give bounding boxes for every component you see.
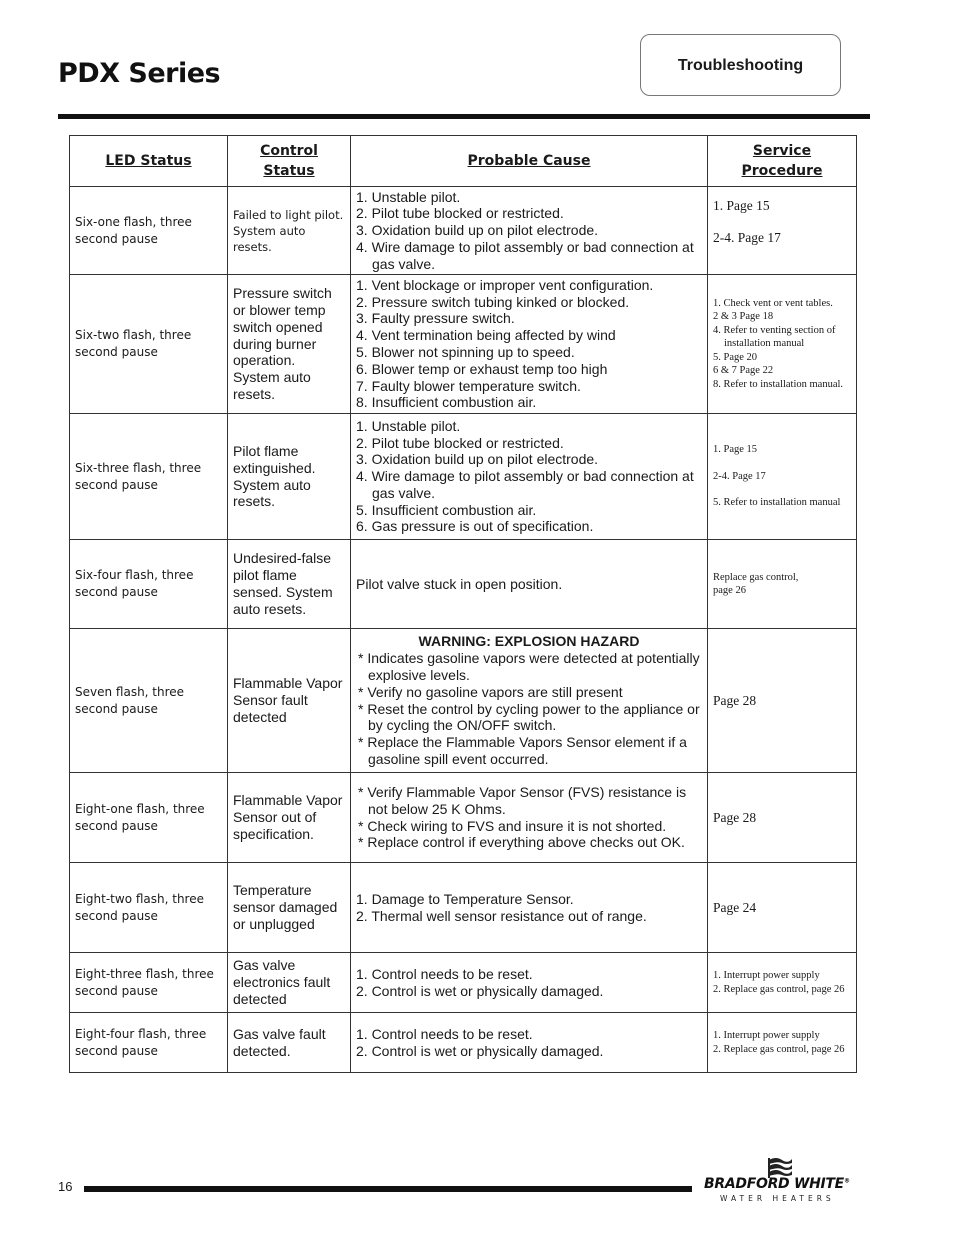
service-item: 1. Interrupt power supply <box>713 1030 820 1041</box>
service-item: Page 28 <box>713 692 757 708</box>
cause-item: * Replace control if everything above checks out OK. <box>358 834 685 851</box>
cause-item: * Indicates gasoline vapors were detected at potentially explosive levels. <box>358 650 700 683</box>
table-row <box>70 953 857 1013</box>
cause-item: 6. Blower temp or exhaust temp too high <box>356 360 608 377</box>
service-procedure-cell <box>708 1013 857 1073</box>
cause-item: 5. Insufficient combustion air. <box>356 501 537 518</box>
led-status-cell: Six-three flash, three second pause <box>70 414 228 540</box>
table-row <box>70 187 857 275</box>
service-procedure-cell <box>708 773 857 863</box>
cause-item: 1. Control needs to be reset. <box>356 965 533 982</box>
probable-cause-cell <box>351 863 708 953</box>
cause-item: 3. Faulty pressure switch. <box>356 310 515 327</box>
probable-cause-cell <box>351 187 708 275</box>
table-header-row <box>70 136 857 187</box>
spacer <box>713 457 851 470</box>
service-item: 6 & 7 Page 22 <box>713 365 774 377</box>
cause-item: * Verify no gasoline vapors are still present <box>358 683 623 700</box>
service-item: 2. Replace gas control, page 26 <box>713 1043 845 1055</box>
control-status-cell: Pressure switch or blower temp switch opened during burner operation. System auto resets. <box>228 275 351 414</box>
service-item: 2 & 3 Page 18 <box>713 311 774 323</box>
service-item: 1. Page 15 <box>713 444 758 456</box>
cause-item: * Verify Flammable Vapor Sensor (FVS) resistance is not below 25 K Ohms. <box>358 783 687 817</box>
service-procedure-cell <box>708 953 857 1013</box>
led-status-cell: Seven flash, three second pause <box>70 629 228 773</box>
probable-cause-cell <box>351 414 708 540</box>
cause-item: 2. Thermal well sensor resistance out of range. <box>356 907 647 924</box>
registered-mark: ® <box>843 1177 850 1185</box>
cause-item: 1. Damage to Temperature Sensor. <box>356 890 574 907</box>
service-item: 2. Replace gas control, page 26 <box>713 983 845 995</box>
led-status-cell: Eight-three flash, three second pause <box>70 953 228 1013</box>
cause-item: 7. Faulty blower temperature switch. <box>356 377 581 394</box>
service-procedure-cell <box>708 187 857 275</box>
cause-item: 2. Control is wet or physically damaged. <box>356 982 604 999</box>
led-status-cell: Eight-two flash, three second pause <box>70 863 228 953</box>
cause-item: 3. Oxidation build up on pilot electrode. <box>356 451 599 468</box>
service-procedure-cell <box>708 540 857 629</box>
led-status-cell: Six-one flash, three second pause <box>70 187 228 275</box>
control-status-cell: Temperature sensor damaged or unplugged <box>228 863 351 953</box>
control-status-cell: Gas valve fault detected. <box>228 1013 351 1073</box>
probable-cause-cell <box>351 275 708 414</box>
cause-item: 4. Wire damage to pilot assembly or bad connection at gas valve. <box>356 468 694 501</box>
service-item: Page 28 <box>713 809 757 825</box>
cause-item: 2. Pilot tube blocked or restricted. <box>356 205 564 222</box>
cause-item: 1. Control needs to be reset. <box>356 1025 533 1042</box>
control-status-cell: Flammable Vapor Sensor fault detected <box>228 629 351 773</box>
page-number: 16 <box>58 1179 73 1194</box>
cause-item: 1. Vent blockage or improper vent configuration. <box>356 276 654 293</box>
brand-name-text: BRADFORD WHITE <box>704 1176 844 1192</box>
service-procedure-cell <box>708 275 857 414</box>
warning-heading: WARNING: EXPLOSION HAZARD <box>418 633 640 650</box>
header-probable-cause: Probable Cause <box>351 136 708 187</box>
header-service-procedure <box>708 136 857 187</box>
cause-item: 2. Control is wet or physically damaged. <box>356 1042 604 1059</box>
header-divider <box>58 114 870 119</box>
service-item: 4. Refer to venting section of installation manual <box>713 324 836 350</box>
header-control-status: Control Status <box>228 136 351 187</box>
led-status-cell: Eight-one flash, three second pause <box>70 773 228 863</box>
led-status-cell: Eight-four flash, three second pause <box>70 1013 228 1073</box>
table-row <box>70 629 857 773</box>
probable-cause-cell <box>351 953 708 1013</box>
table-row <box>70 863 857 953</box>
section-tab <box>640 34 841 96</box>
service-item: 5. Refer to installation manual <box>713 497 841 509</box>
service-item: 2-4. Page 17 <box>713 230 781 245</box>
control-status-cell: Pilot flame extinguished. System auto resets. <box>228 414 351 540</box>
cause-item: 5. Blower not spinning up to speed. <box>356 344 575 360</box>
service-item: 2-4. Page 17 <box>713 470 766 482</box>
service-item: 5. Page 20 <box>713 351 758 363</box>
footer-divider <box>84 1186 692 1192</box>
flag-logo-icon <box>764 1156 794 1178</box>
service-item: page 26 <box>713 585 746 596</box>
service-item: Page 24 <box>713 899 757 915</box>
cause-item: * Check wiring to FVS and insure it is not shorted. <box>358 817 667 834</box>
cause-item: Pilot valve stuck in open position. <box>356 575 563 592</box>
probable-cause-cell <box>351 540 708 629</box>
control-status-cell: Gas valve electronics fault detected <box>228 953 351 1013</box>
service-procedure-cell <box>708 414 857 540</box>
table-row <box>70 275 857 414</box>
service-item: Replace gas control, <box>713 571 799 583</box>
led-status-cell: Six-four flash, three second pause <box>70 540 228 629</box>
cause-item: 4. Wire damage to pilot assembly or bad connection at gas valve. <box>356 238 694 272</box>
probable-cause-cell <box>351 773 708 863</box>
cause-item: * Replace the Flammable Vapors Sensor element if a gasoline spill event occurred. <box>358 734 687 767</box>
spacer <box>713 483 851 496</box>
spacer <box>713 214 851 230</box>
table-row <box>70 773 857 863</box>
cause-item: 3. Oxidation build up on pilot electrode. <box>356 222 599 239</box>
cause-item: 1. Unstable pilot. <box>356 417 461 434</box>
control-status-cell: Flammable Vapor Sensor out of specification. <box>228 773 351 863</box>
control-status-cell: Failed to light pilot. System auto resets. <box>228 187 351 275</box>
cause-item: 6. Gas pressure is out of specification. <box>356 518 594 535</box>
cause-item: * Reset the control by cycling power to the appliance or by cycling the ON/OFF switch. <box>358 700 700 734</box>
control-status-cell: Undesired-false pilot flame sensed. System auto resets. <box>228 540 351 629</box>
led-status-cell: Six-two flash, three second pause <box>70 275 228 414</box>
probable-cause-cell <box>351 1013 708 1073</box>
service-procedure-cell <box>708 629 857 773</box>
brand-name <box>704 1176 850 1192</box>
cause-item: 4. Vent termination being affected by wind <box>356 327 616 344</box>
brand-subtitle: WATER HEATERS <box>720 1194 835 1203</box>
header-led-status: LED Status <box>70 136 228 187</box>
service-item: 1. Page 15 <box>713 198 770 213</box>
table-row <box>70 1013 857 1073</box>
table-row <box>70 414 857 540</box>
page-title: PDX Series <box>58 58 221 89</box>
cause-item: 2. Pressure switch tubing kinked or blocked. <box>356 293 630 310</box>
section-tab-label: Troubleshooting <box>677 57 804 74</box>
service-procedure-cell <box>708 863 857 953</box>
cause-item: 8. Insufficient combustion air. <box>356 394 537 411</box>
header-service-line2: Procedure <box>741 163 823 179</box>
probable-cause-cell <box>351 629 708 773</box>
brand-logo <box>704 1156 864 1206</box>
service-item: 1. Check vent or vent tables. <box>713 297 833 309</box>
header-service-line1: Service <box>752 143 812 159</box>
cause-item: 2. Pilot tube blocked or restricted. <box>356 434 564 451</box>
service-item: 1. Interrupt power supply <box>713 970 820 981</box>
table-row <box>70 540 857 629</box>
cause-item: 1. Unstable pilot. <box>356 188 461 205</box>
troubleshooting-table <box>69 135 857 1073</box>
service-item: 8. Refer to installation manual. <box>713 378 844 390</box>
